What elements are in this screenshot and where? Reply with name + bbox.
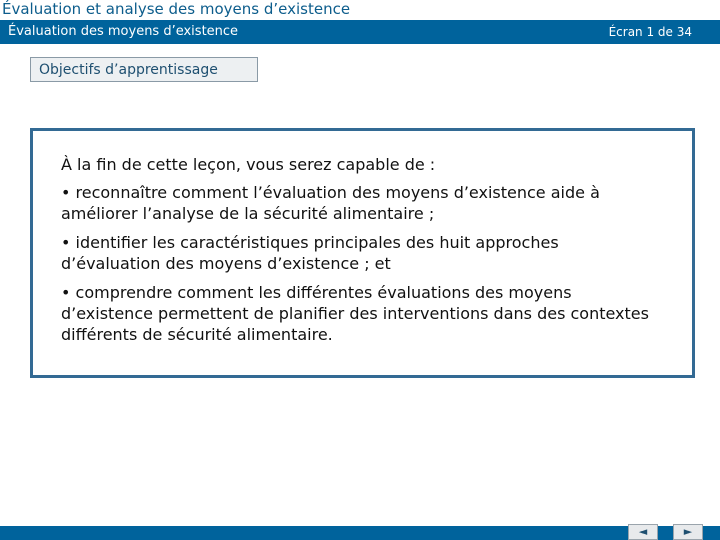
objectives-list [61, 182, 661, 353]
content-box [30, 128, 695, 378]
course-title: Évaluation et analyse des moyens d’existence [2, 0, 351, 18]
intro-text: À la fin de cette leçon, vous serez capable de : [61, 155, 436, 174]
objective-item: • identifier les caractéristiques principales des huit approches d’évaluation des moyens d’existence ; et [61, 233, 559, 273]
objective-item: • comprendre comment les différentes évaluations des moyens d’existence permettent de planifier des interventions dans des contextes différents de sécurité alimentaire. [61, 283, 649, 344]
objective-item: • reconnaître comment l’évaluation des moyens d’existence aide à améliorer l’analyse de la sécurité alimentaire ; [61, 183, 600, 223]
course-header [0, 0, 720, 20]
module-title: Évaluation des moyens d’existence [8, 24, 239, 39]
arrow-left-icon: ◄ [638, 525, 648, 538]
next-button[interactable] [673, 524, 703, 540]
footer-bar [0, 526, 720, 540]
module-bar [0, 20, 720, 44]
previous-button[interactable] [628, 524, 658, 540]
arrow-right-icon: ► [683, 525, 693, 538]
screen-counter: Écran 1 de 34 [608, 25, 692, 39]
section-title: Objectifs d’apprentissage [39, 62, 218, 78]
section-title-box [30, 57, 258, 82]
